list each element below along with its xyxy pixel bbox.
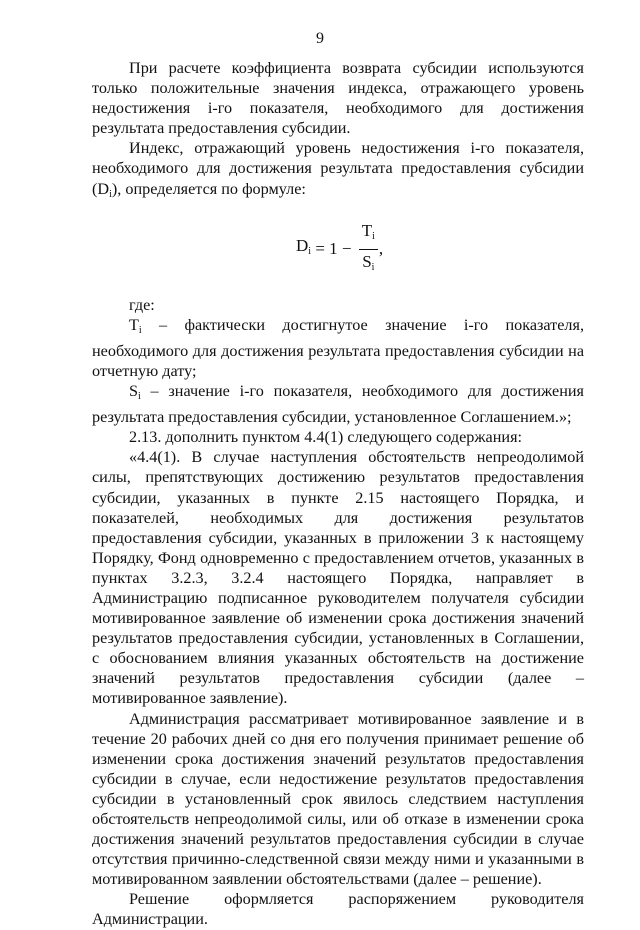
index-definition-text: Индекс, отражающий уровень недостижения i-го показателя, необходимого для достижения результата предоставления субсидии (D (92, 139, 584, 198)
page-number: 9 (316, 30, 324, 47)
definition-s: $S_i$ – значение i-го показателя, необходимого для достижения результата предоставления субсидии, установленное Соглашением.»; (92, 382, 584, 427)
formula-block (92, 205, 584, 295)
formula-equals: = 1 − (311, 239, 356, 259)
paragraph-force-majeure: «4.4(1). В случае наступления обстоятельств непреодолимой силы, препятствующих достижению результатов предоставления субсидии, указанных в пункте 2.15 настоящего Порядка, и показателей, необходимых для достижения результатов предоставления субсидии, указанных в приложении 3 к настоящему Порядку, Фонд одновременно с предоставлением отчетов, указанных в пунктах 3.2.3, 3.2.4 настоящего Порядка, направляет в Администрацию подписанное руководителем получателя субсидии мотивированное заявление об изменении срока достижения значений результатов предоставления субсидии, установленных в Соглашении, с обоснованием влияния указанных обстоятельств на достижение значений результатов предоставления субсидии (далее – мотивированное заявление). (92, 448, 584, 708)
formula-numerator: $T_i$ (359, 221, 378, 250)
paragraph-positive-values: При расчете коэффициента возврата субсидии используются только положительные значения индекса, отражающего уровень недостижения i-го показателя, необходимого для достижения результата предоставления субсидии. (92, 59, 584, 138)
formula-lhs: $D_i$ (296, 236, 312, 258)
formula-fraction (359, 221, 378, 278)
where-label: где: (129, 295, 155, 314)
definition-t: $T_i$ – фактически достигнутое значение i-го показателя, необходимого для достижения результата предоставления субсидии на отчетную дату; (92, 315, 584, 380)
index-definition-tail: ), определяется по формуле: (111, 179, 306, 198)
formula-denominator: $S_i$ (362, 251, 375, 273)
index-formula (296, 221, 383, 278)
index-subscript: i (109, 188, 112, 200)
paragraph-index-definition (92, 138, 584, 204)
paragraph-decision: Решение оформляется распоряжением руководителя Администрации. (92, 890, 584, 929)
formula-tail: , (378, 239, 384, 259)
paragraph-amendment: 2.13. дополнить пунктом 4.4(1) следующего содержания: (129, 428, 523, 447)
paragraph-administration-review: Администрация рассматривает мотивированное заявление и в течение 20 рабочих дней со дня его получения принимает решение об изменении срока достижения значений результатов предоставления субсидии в случае, если недостижение результатов предоставления субсидии в установленный срок явилось следствием наступления обстоятельств непреодолимой силы, или об отказе в изменении срока достижения значений результатов предоставления субсидии в случае отсутствия причинно-следственной связи между ними и указанными в мотивированном заявлении обстоятельствами (далее – решение). (92, 709, 584, 889)
document-body (92, 58, 584, 930)
